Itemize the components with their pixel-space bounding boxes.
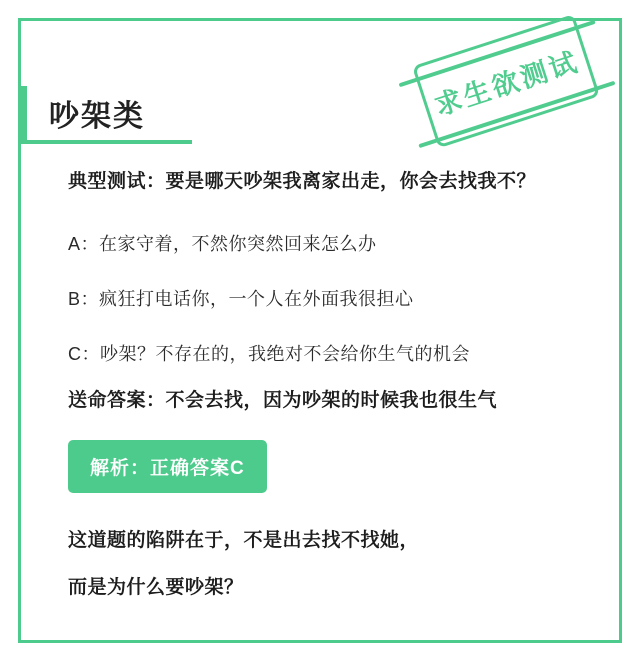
frame-border-right — [619, 18, 622, 643]
question-title: 典型测试：要是哪天吵架我离家出走，你会去找我不？ — [68, 171, 537, 192]
conclusion-line-1: 这道题的陷阱在于，不是出去找不找她， — [68, 530, 420, 551]
analysis-badge: 解析：正确答案C — [68, 440, 267, 493]
category-accent-bar — [18, 86, 27, 140]
conclusion-line-2: 而是为什么要吵架？ — [68, 577, 244, 598]
option-c: C：吵架？不存在的，我绝对不会给你生气的机会 — [68, 344, 470, 364]
stamp-label: 求生欲测试 — [430, 46, 583, 121]
category-heading — [18, 86, 165, 140]
frame-border-bottom — [18, 640, 622, 643]
option-b: B：疯狂打电话你，一个人在外面我很担心 — [68, 289, 414, 309]
fatal-answer-text: 送命答案：不会去找，因为吵架的时候我也很生气 — [68, 390, 498, 411]
option-a: A：在家守着，不然你突然回来怎么办 — [68, 234, 377, 254]
stamp-frame — [412, 14, 600, 148]
category-underline — [18, 140, 192, 144]
survival-test-stamp — [391, 0, 624, 173]
category-title: 吵架类 — [49, 100, 145, 133]
